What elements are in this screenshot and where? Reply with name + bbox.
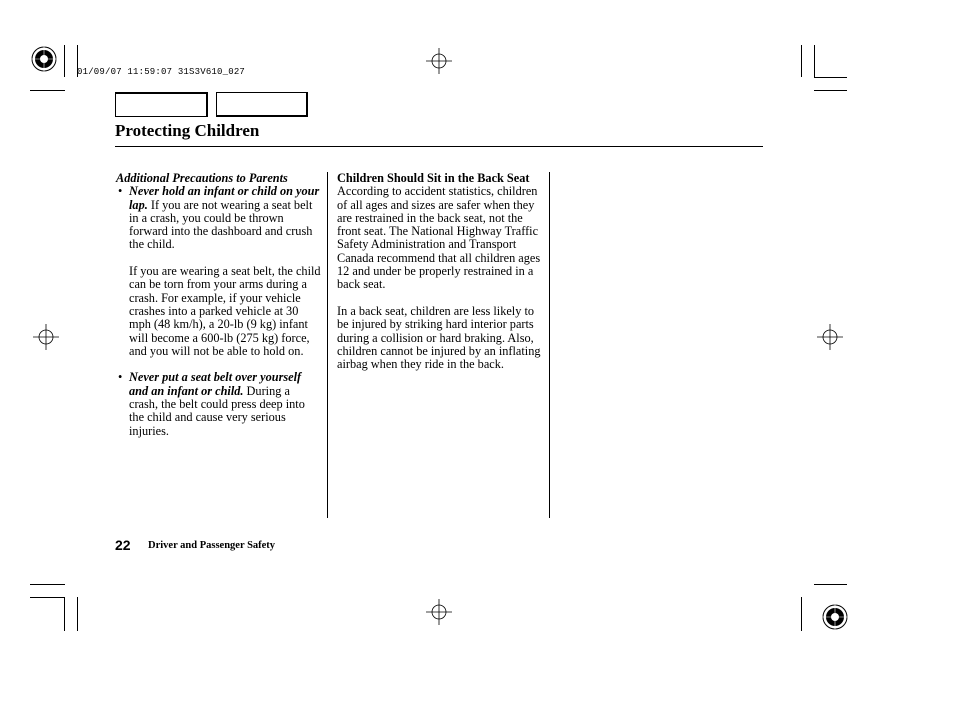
body-paragraph: In a back seat, children are less likely to be injured by striking hard interior parts during a collision or hard braking. Also, children cannot be injured by an inflating airbag when they ride in the back. <box>337 303 541 372</box>
crop-mark <box>814 45 815 77</box>
crop-mark <box>64 45 65 77</box>
bullet-dot: • <box>118 370 123 385</box>
bullet-text: If you are not wearing a seat belt in a crash, you could be thrown forward into the dashboard and crush the child. <box>129 197 313 252</box>
header-tab-box <box>216 92 308 117</box>
registration-mark-bottom-right <box>821 603 851 633</box>
print-stamp: 01/09/07 11:59:07 31S3V610_027 <box>77 67 246 77</box>
crop-mark <box>814 584 847 585</box>
section-heading: Additional Precautions to Parents <box>116 171 288 185</box>
bullet-lead: Never hold an infant or child on your lap. <box>129 184 320 212</box>
body-paragraph: If you are wearing a seat belt, the child can be torn from your arms during a crash. For example, if your vehicle crashes into a parked vehicle at 30 mph (48 km/h), a 20-lb (9 kg) infant will become a 600-lb (275 kg) force, and you will not be able to hold on. <box>129 264 321 358</box>
bullet-item <box>116 371 321 437</box>
registration-mark-top-left <box>30 45 60 75</box>
crosshair-left <box>33 324 59 350</box>
crop-mark <box>30 597 65 598</box>
page-number: 22 <box>115 537 131 553</box>
crop-mark <box>801 597 802 631</box>
crop-mark <box>801 45 802 77</box>
footer-section-label: Driver and Passenger Safety <box>148 540 276 551</box>
page-title: Protecting Children <box>115 121 260 140</box>
header-tab-box <box>115 92 208 117</box>
crop-mark <box>30 90 65 91</box>
crosshair-top <box>426 48 452 74</box>
crop-mark <box>64 597 65 631</box>
left-column <box>116 172 321 438</box>
middle-column <box>337 172 542 371</box>
crop-mark <box>77 597 78 631</box>
column-divider <box>549 172 550 518</box>
crop-mark <box>30 584 65 585</box>
body-paragraph: According to accident statistics, children of all ages and sizes are safer when they are restrained in the back seat, not the front seat. The National Highway Traffic Safety Administration and Transport Canada recommend that all children ages 12 and under be properly restrained in a back seat. <box>337 184 541 292</box>
section-heading: Children Should Sit in the Back Seat <box>337 171 530 185</box>
bullet-lead: Never put a seat belt over yourself and an infant or child. <box>129 370 302 398</box>
bullet-dot: • <box>118 184 123 199</box>
title-rule <box>115 146 763 147</box>
bullet-item <box>116 185 321 251</box>
crop-mark <box>814 77 847 78</box>
bullet-text: During a crash, the belt could press deep into the child and cause very serious injuries. <box>129 383 305 438</box>
column-divider <box>327 172 328 518</box>
crosshair-bottom <box>426 599 452 625</box>
crosshair-right <box>817 324 843 350</box>
crop-mark <box>814 90 847 91</box>
